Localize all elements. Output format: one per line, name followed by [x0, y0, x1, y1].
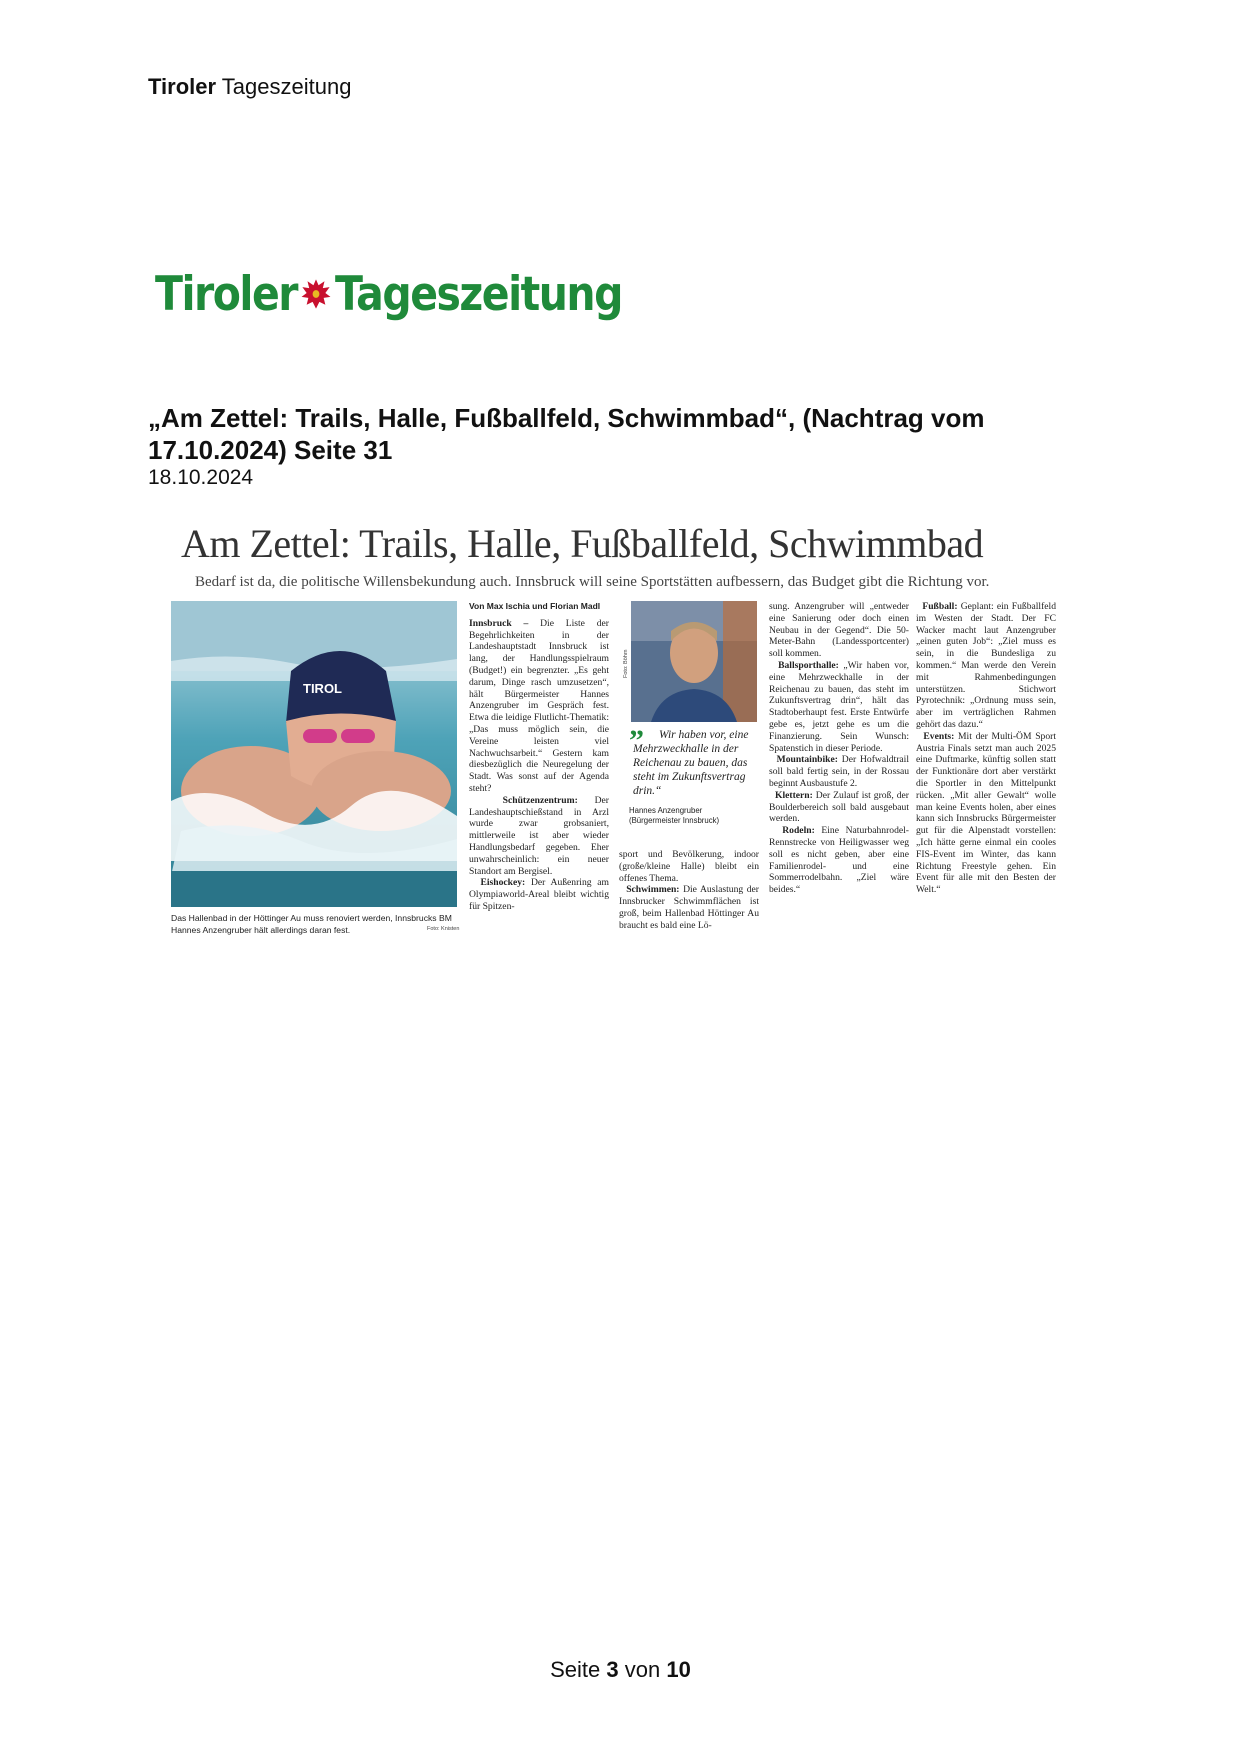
- pull-quote: [629, 724, 761, 826]
- portrait-credit: Foto: Böhm: [623, 649, 629, 678]
- quote-source: [629, 806, 761, 826]
- paragraph: Schützenzentrum: Der Landeshauptschießstand in Arzl wurde zwar grobsaniert, mittlerweile ist aber wieder Handlungsbedarf gegeben. Eher unwahrscheinlich: ein neuer Standort am Bergisel.: [469, 794, 610, 877]
- document-title: „Am Zettel: Trails, Halle, Fußballfeld, Schwimmbad“, (Nachtrag vom 17.10.2024) Seite 31: [148, 403, 985, 465]
- article-column-3: [769, 601, 909, 896]
- paragraph: Schwimmen: Die Auslastung der Innsbrucker Schwimmflächen ist groß, beim Hallenbad Höttinger Au braucht es bald eine Lö-: [619, 884, 759, 931]
- swimmer-photo: [171, 601, 457, 907]
- paragraph: Events: Mit der Multi-ÖM Sport Austria Finals setzt man auch 2025 eine Duftmarke, künftig sollen statt der Funktionäre dort aber verstärkt die Sportler in den Mittelpunkt rücken. „Mit aller Gewalt“ wolle man keine Events holen, aber eines kann sich Innsbrucks Bürgermeister gut für die Alpenstadt vorstellen: „Ich hätte gerne einmal ein cooles FIS-Event im Winter, das kann Richtung Freestyle gehen. Ein Event für alle mit den Besten der Welt.“: [916, 730, 1056, 896]
- portrait-photo: [631, 601, 757, 722]
- publication-name-bold: Tiroler: [148, 74, 217, 99]
- article-subheadline: Bedarf ist da, die politische Willensbekundung auch. Innsbruck will seine Sportstätten aufbessern, das Budget gibt die Richtung vor.: [195, 574, 990, 590]
- photo-credit: Foto: Knisten: [427, 926, 460, 932]
- photo-caption: Das Hallenbad in der Höttinger Au muss renoviert werden, Innsbrucks BM Hannes Anzengruber hält allerdings daran fest.: [171, 913, 452, 935]
- quote-source-role: (Bürgermeister Innsbruck): [629, 816, 720, 825]
- quote-source-name: Hannes Anzengruber: [629, 806, 703, 815]
- footer-page-number: 3: [606, 1657, 619, 1682]
- paragraph: Rodeln: Eine Naturbahnrodel-Rennstrecke von Heiligwasser weg soll es nicht geben, aber eine Familienrodel- und eine Sommerrodelbahn. „Ziel wäre beides.“: [769, 825, 909, 896]
- document-date: 18.10.2024: [148, 466, 254, 489]
- article-byline: Von Max Ischia und Florian Madl: [469, 601, 601, 611]
- article-clipping: [165, 520, 1065, 940]
- paragraph: Mountainbike: Der Hofwaldtrail soll bald fertig sein, in der Rossau beginnt Ausbaustufe 2.: [769, 754, 909, 789]
- article-column-1: [469, 601, 609, 913]
- publication-name-regular: Tageszeitung: [221, 74, 352, 99]
- article-column-2: [619, 849, 759, 932]
- article-headline: Am Zettel: Trails, Halle, Fußballfeld, Schwimmbad: [181, 521, 984, 566]
- swim-cap-text: TIROL: [303, 681, 342, 696]
- logo-text-left: Tiroler: [155, 266, 297, 322]
- paragraph: Innsbruck – Die Liste der Begehrlichkeiten in der Landeshauptstadt Innsbruck ist lang, der Handlungsspielraum (Budget!) ein begrenzter. „Es geht darum, Dinge rasch umzusetzen“, hält Bürgermeister Hannes Anzengruber im Gespräch fest. Etwa die leidige Flutlicht-Thematik: „Das muss möglich sein, die Vereine leisten viel Nachwuchsarbeit.“ Gestern kam diesbezüglich die Neuregelung der Stadt. Was sonst auf der Agenda steht?: [469, 617, 610, 794]
- publication-header: [148, 74, 351, 100]
- paragraph: Fußball: Geplant: ein Fußballfeld im Westen der Stadt. Der FC Wacker macht laut Anzengruber „einen guten Job“: „Ziel muss es sein, in die Bundesliga zu kommen.“ Man werde den Verein mit Rahmenbedingungen unterstützen. Stichwort Pyrotechnik: „Ordnung muss sein, aber im verträglichen Rahmen gehört das dazu.“: [916, 601, 1056, 730]
- page-footer: [0, 1657, 1241, 1683]
- newspaper-logo: [155, 264, 622, 324]
- paragraph: Klettern: Der Zulauf ist groß, der Boulderbereich soll bald ausgebaut werden.: [769, 789, 910, 825]
- paragraph: sport und Bevölkerung, indoor (große/kleine Halle) bleibt ein offenes Thema.: [619, 849, 759, 884]
- article-column-4: [916, 601, 1056, 896]
- logo-text-right: Tageszeitung: [335, 266, 622, 322]
- footer-middle: von: [624, 1657, 661, 1682]
- paragraph: Eishockey: Der Außenring am Olympiaworld-Areal bleibt wichtig für Spitzen-: [469, 877, 609, 912]
- eagle-icon: [299, 274, 333, 313]
- paragraph: Ballsporthalle: „Wir haben vor, eine Mehrzweckhalle in der Reichenau zu bauen, das steht im Zukunftsvertrag drin“, hält das Stadtoberhaupt fest. Erste Entwürfe gebe es, jetzt gehe es um die Finanzierung. Sein Wunsch: Spatenstich in dieser Periode.: [769, 659, 909, 754]
- quote-mark: ”: [629, 724, 644, 757]
- footer-prefix: Seite: [550, 1657, 601, 1682]
- paragraph: sung. Anzengruber will „entweder eine Sanierung oder doch einen Neubau in der Gegend“. Die 50-Meter-Bahn (Landessportcenter) soll kommen.: [769, 601, 909, 660]
- footer-page-total: 10: [666, 1657, 691, 1682]
- quote-text: Wir haben vor, eine Mehrzweckhalle in der Reichenau zu bauen, das steht im Zukunftsvertrag drin.“: [633, 729, 749, 797]
